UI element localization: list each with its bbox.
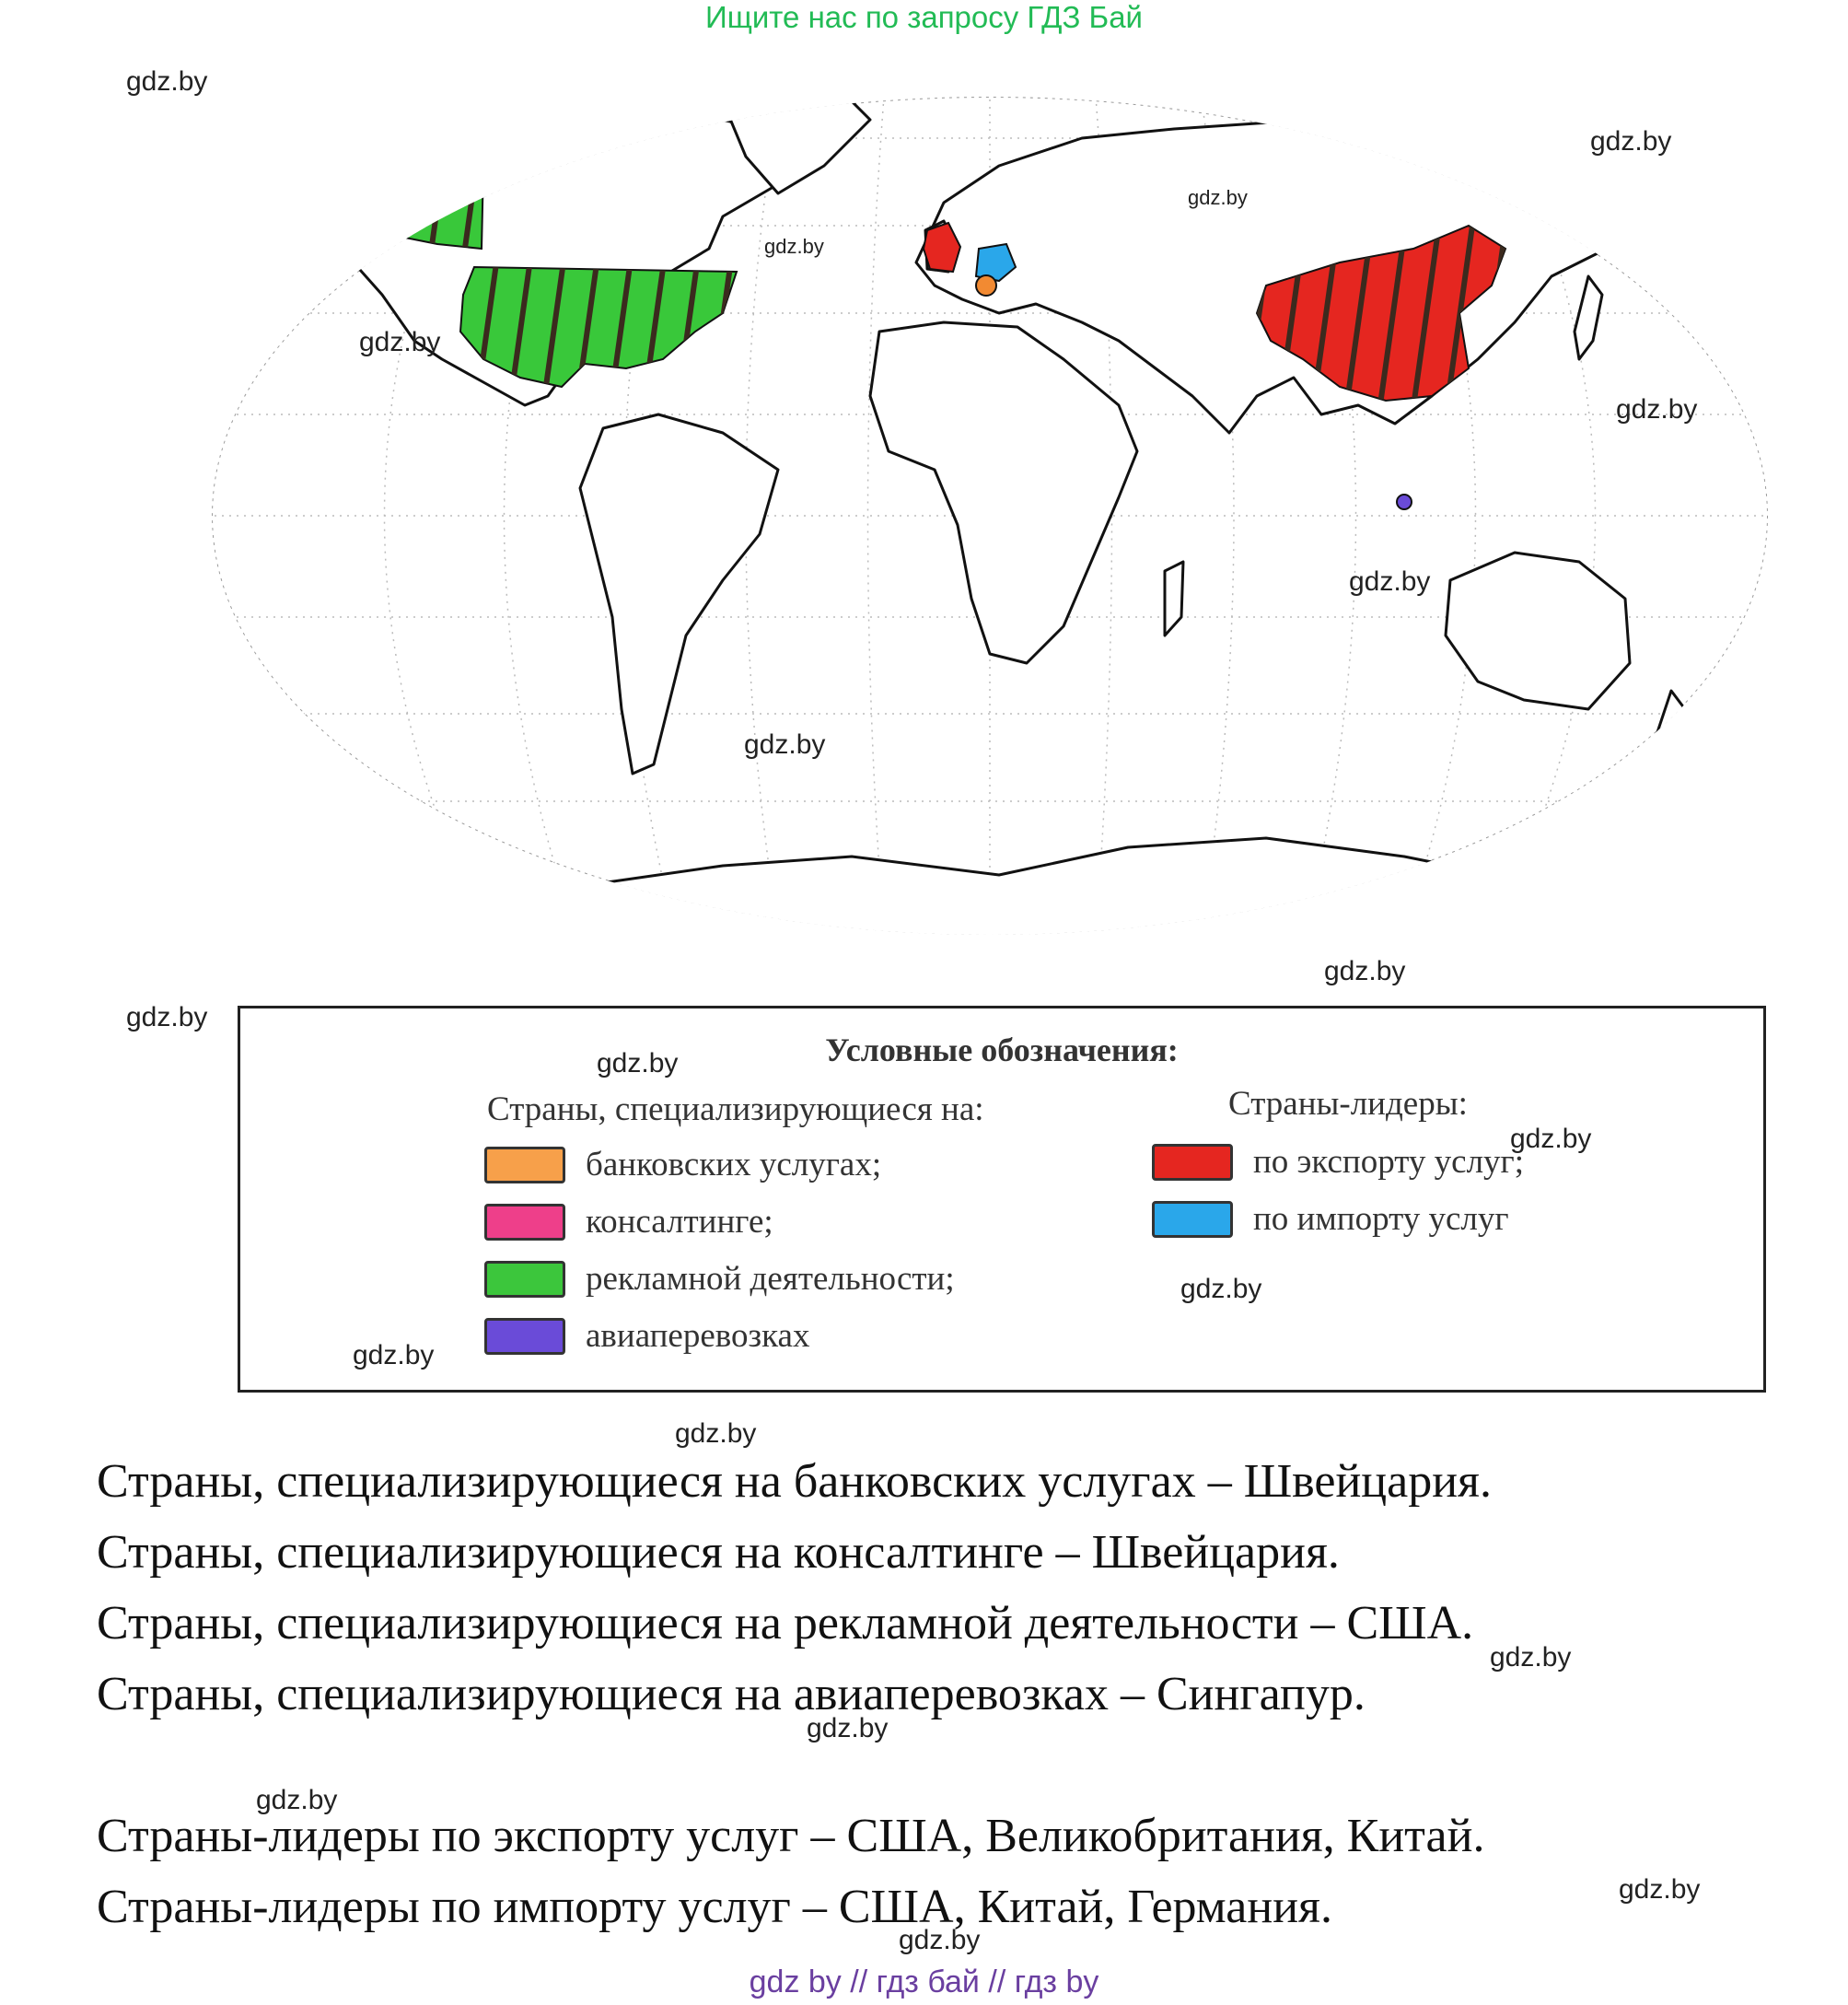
legend-item-aviation: [484, 1316, 809, 1356]
legend-item-label: авиаперевозках: [586, 1317, 810, 1355]
legend-swatch: [484, 1147, 565, 1183]
answers-block: [97, 1446, 1492, 1942]
watermark: gdz.by: [807, 1713, 889, 1743]
legend-title: Условные обозначения:: [825, 1032, 1179, 1068]
watermark: gdz.by: [359, 327, 441, 357]
switzerland-highlight: [976, 275, 996, 296]
watermark: gdz.by: [597, 1048, 679, 1078]
watermark: gdz.by: [256, 1785, 338, 1815]
legend-item-label: рекламной деятельности;: [586, 1260, 955, 1298]
legend-swatch: [484, 1318, 565, 1355]
world-map: [207, 64, 1772, 967]
answer-line: Страны, специализирующиеся на консалтинге – Швейцария.: [97, 1526, 1340, 1579]
watermark: gdz.by: [1590, 126, 1672, 157]
answer-line: Страны, специализирующиеся на рекламной деятельности – США.: [97, 1597, 1474, 1649]
legend-item-banking: [484, 1145, 881, 1184]
watermark: gdz.by: [1188, 186, 1248, 209]
watermark: gdz.by: [675, 1418, 757, 1449]
legend-item-import-leaders: [1152, 1199, 1509, 1239]
watermark: gdz.by: [126, 1002, 208, 1032]
legend-swatch: [484, 1261, 565, 1298]
watermark: gdz.by: [353, 1340, 435, 1370]
watermark: gdz.by: [126, 66, 208, 97]
legend-swatch: [484, 1204, 565, 1241]
legend-leaders-heading: Страны-лидеры:: [1228, 1085, 1468, 1123]
answer-line: Страны-лидеры по экспорту услуг – США, Великобритания, Китай.: [97, 1810, 1485, 1862]
watermark: gdz.by: [1490, 1642, 1572, 1673]
map-frame: [207, 92, 1772, 967]
singapore-highlight: [1397, 495, 1412, 509]
legend-swatch: [1152, 1144, 1233, 1181]
legend-item-label: банковских услугах;: [586, 1146, 882, 1183]
watermark: gdz.by: [1180, 1274, 1262, 1304]
legend-item-consulting: [484, 1202, 773, 1241]
top-banner[interactable]: Ищите нас по запросу ГДЗ Бай: [705, 0, 1143, 34]
legend-specializing-heading: Страны, специализирующиеся на:: [487, 1090, 984, 1128]
map-legend: [238, 1006, 1766, 1393]
legend-item-label: по экспорту услуг;: [1253, 1143, 1524, 1181]
watermark: gdz.by: [1616, 394, 1698, 425]
watermark: gdz.by: [1619, 1874, 1701, 1905]
watermark: gdz.by: [744, 729, 826, 760]
legend-swatch: [1152, 1201, 1233, 1238]
legend-item-advertising: [484, 1259, 955, 1299]
answer-line: Страны, специализирующиеся на авиаперевозках – Сингапур.: [97, 1668, 1366, 1720]
legend-item-label: по импорту услуг: [1253, 1200, 1509, 1238]
legend-item-export-leaders: [1152, 1142, 1524, 1182]
watermark: gdz.by: [899, 1925, 981, 1955]
answer-line: Страны, специализирующиеся на банковских услугах – Швейцария.: [97, 1455, 1492, 1508]
answer-line: Страны-лидеры по импорту услуг – США, Китай, Германия.: [97, 1881, 1332, 1933]
watermark: gdz.by: [1324, 956, 1406, 986]
legend-item-label: консалтинге;: [586, 1203, 773, 1241]
watermark: gdz.by: [1349, 566, 1431, 597]
watermark: gdz.by: [764, 235, 824, 258]
footer-links[interactable]: gdz by // гдз бай // гдз by: [749, 1964, 1099, 1999]
watermark: gdz.by: [1510, 1124, 1592, 1154]
alaska-hatch: [318, 166, 483, 249]
